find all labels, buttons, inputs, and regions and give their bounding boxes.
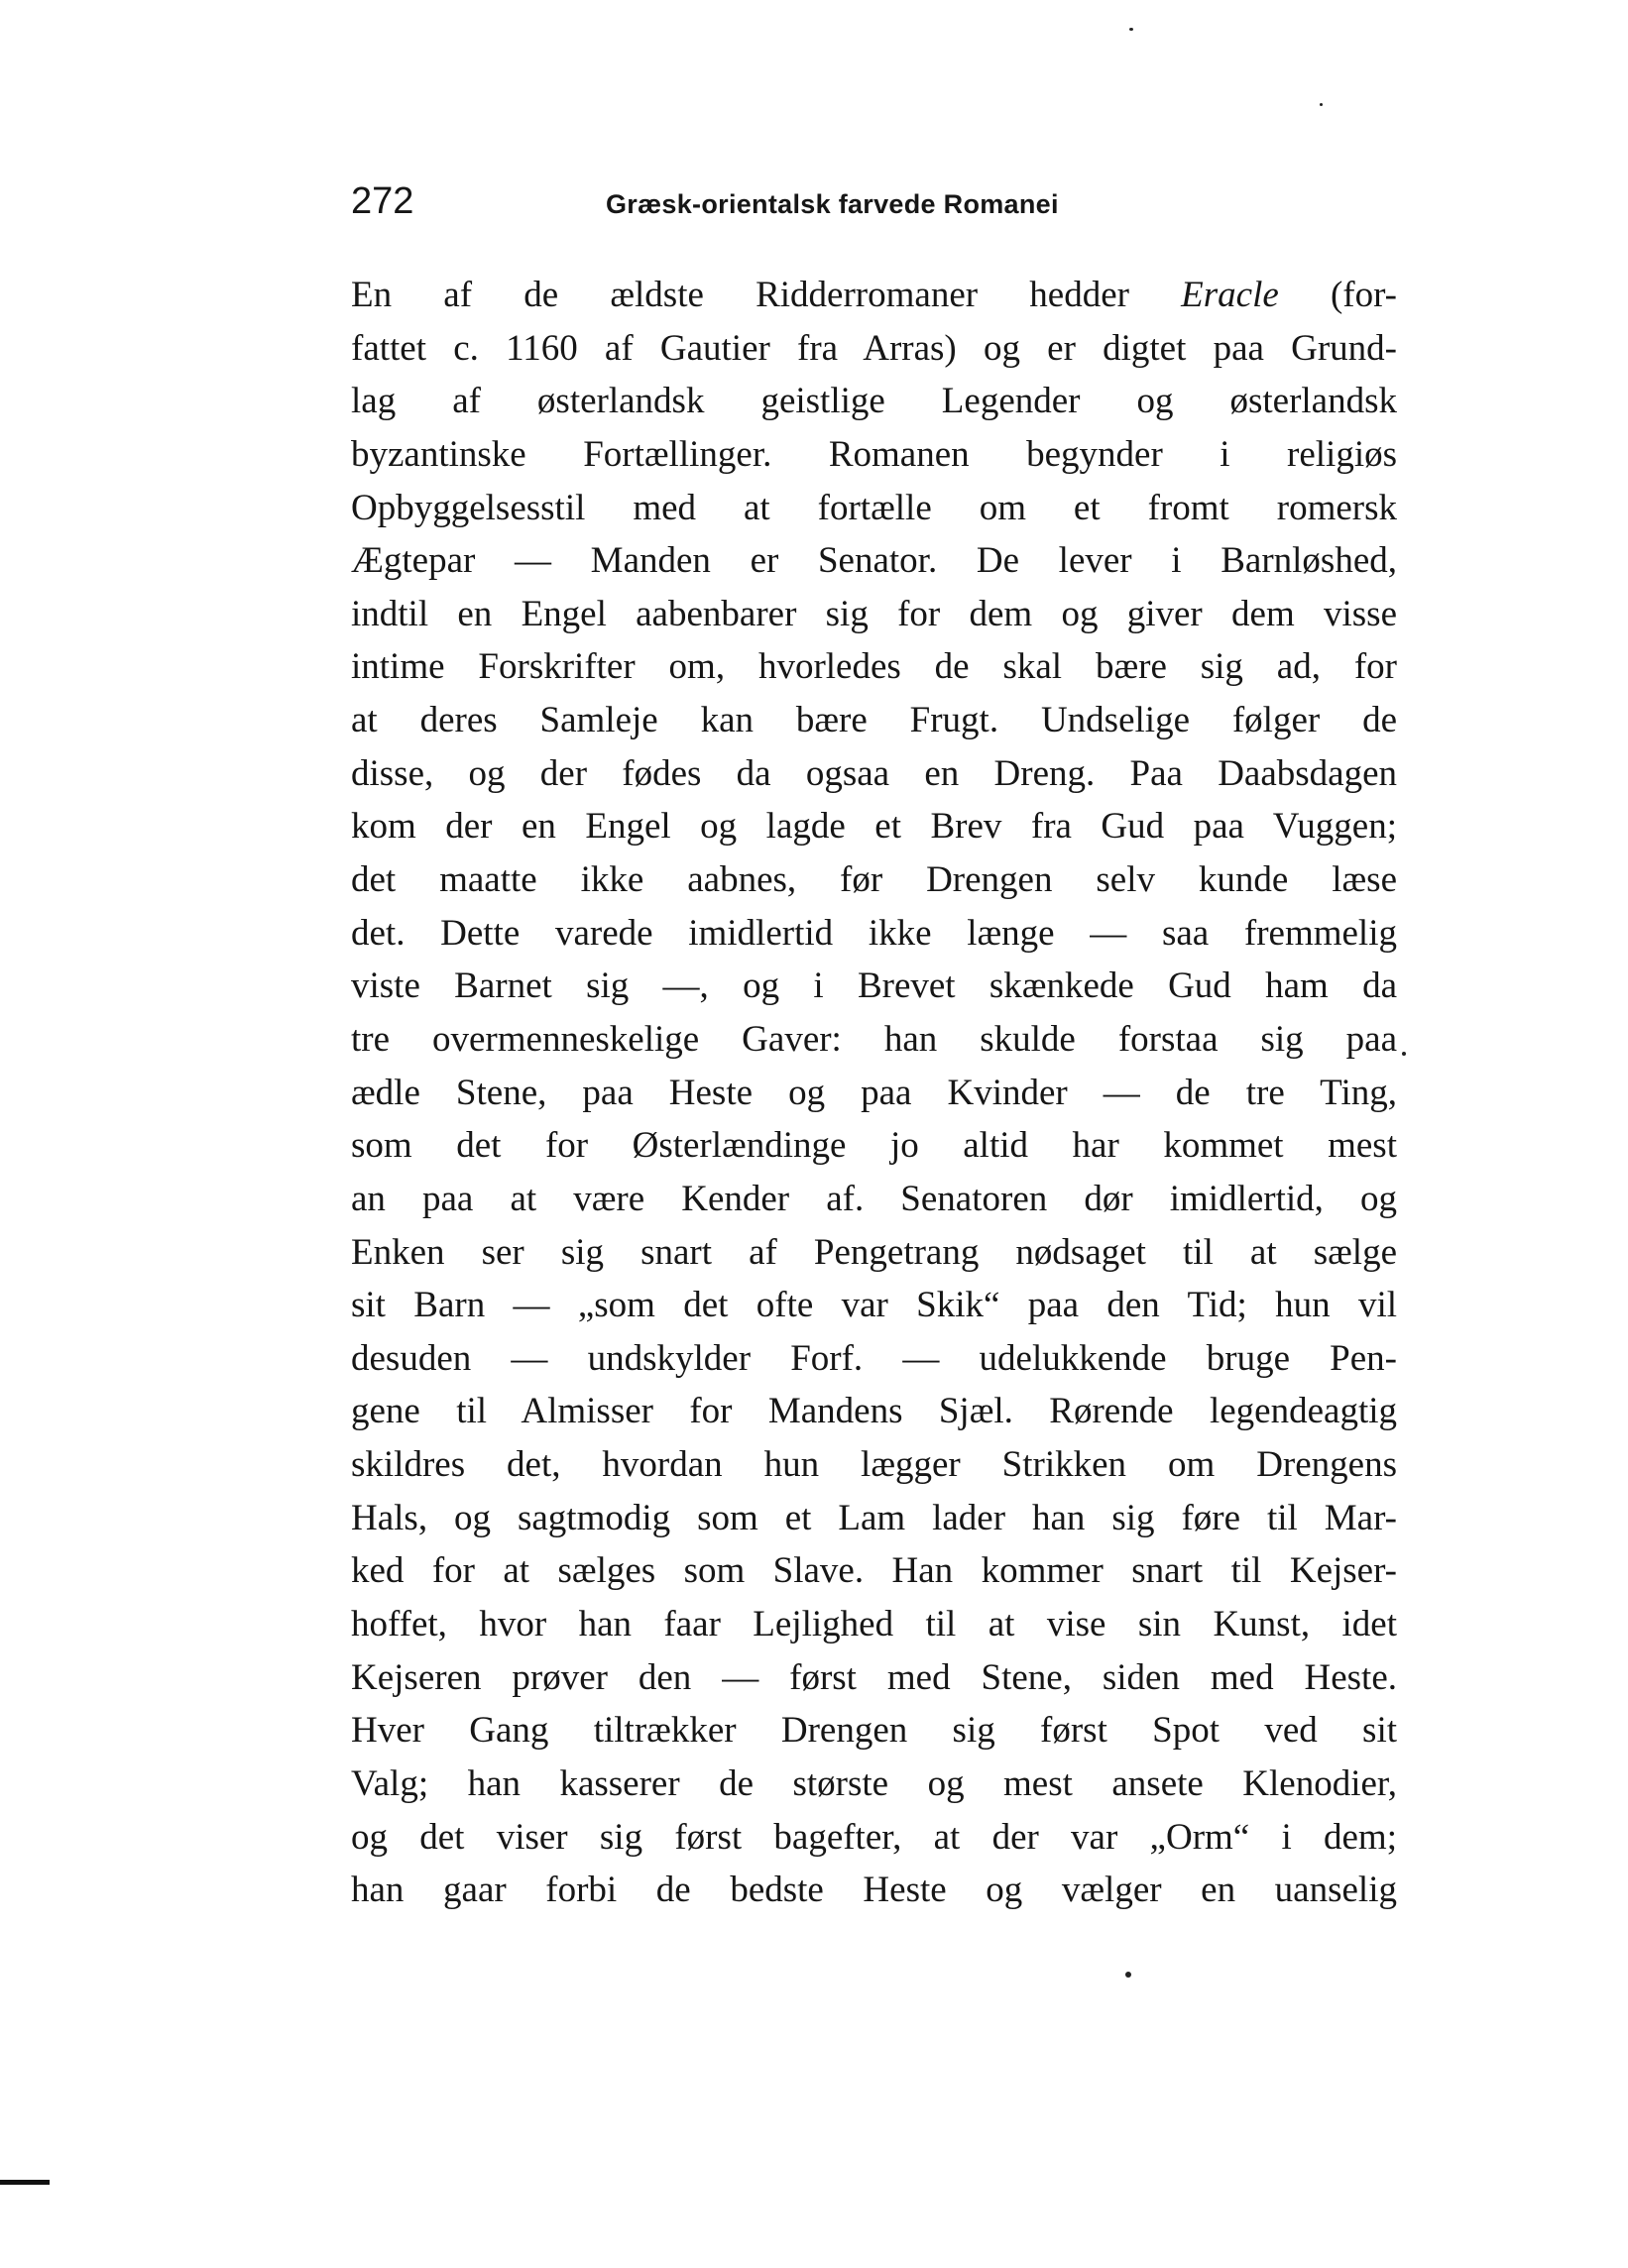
text-line: desuden — undskylder Forf. — udelukkende bruge Pen- bbox=[351, 1337, 1397, 1379]
text-line: an paa at være Kender af. Senatoren dør imidlertid, og bbox=[351, 1178, 1397, 1219]
text-line: det maatte ikke aabnes, før Drengen selv kunde læse bbox=[351, 859, 1397, 901]
text-line: Hver Gang tiltrækker Drengen sig først Spot ved sit bbox=[351, 1710, 1397, 1752]
text-line: skildres det, hvordan hun lægger Strikken om Drengens bbox=[351, 1444, 1397, 1486]
text-line: hoffet, hvor han faar Lejlighed til at vise sin Kunst, idet bbox=[351, 1604, 1397, 1645]
text-line bbox=[351, 269, 1397, 322]
text-line: som det for Østerlændinge jo altid har kommet mest bbox=[351, 1125, 1397, 1167]
text-line: fattet c. 1160 af Gautier fra Arras) og er digtet paa Grund- bbox=[351, 327, 1397, 369]
text-line: det. Dette varede imidlertid ikke længe — saa fremmelig bbox=[351, 912, 1397, 954]
text-line: indtil en Engel aabenbarer sig for dem og giver dem visse bbox=[351, 593, 1397, 634]
text-line: disse, og der fødes da ogsaa en Dreng. Paa Daabsdagen bbox=[351, 752, 1397, 794]
text-line: at deres Samleje kan bære Frugt. Undselige følger de bbox=[351, 700, 1397, 741]
text-line: byzantinske Fortællinger. Romanen begynder i religiøs bbox=[351, 433, 1397, 475]
running-title: Græsk-orientalsk farvede Romanei bbox=[606, 189, 1059, 219]
text-line: Opbyggelsesstil med at fortælle om et fromt romersk bbox=[351, 487, 1397, 528]
scan-speck bbox=[1129, 28, 1133, 31]
text-line: Hals, og sagtmodig som et Lam lader han sig føre til Mar- bbox=[351, 1497, 1397, 1538]
italic-title: Eracle bbox=[1181, 275, 1279, 315]
text-line: Enken ser sig snart af Pengetrang nødsaget til at sælge bbox=[351, 1231, 1397, 1273]
page-header bbox=[351, 176, 1164, 236]
text-line: tre overmenneskelige Gaver: han skulde forstaa sig paa bbox=[351, 1018, 1397, 1060]
text-line: Ægtepar — Manden er Senator. De lever i Barnløshed, bbox=[351, 540, 1397, 582]
text-line: kom der en Engel og lagde et Brev fra Gud paa Vuggen; bbox=[351, 806, 1397, 848]
body-text bbox=[351, 269, 1397, 1917]
scan-speck bbox=[1320, 103, 1323, 106]
text-line: ædle Stene, paa Heste og paa Kvinder — de tre Ting, bbox=[351, 1072, 1397, 1113]
text-line: sit Barn — „som det ofte var Skik“ paa den Tid; hun vil bbox=[351, 1285, 1397, 1326]
text-line: og det viser sig først bagefter, at der var „Orm“ i dem; bbox=[351, 1816, 1397, 1858]
page-number: 272 bbox=[351, 180, 414, 222]
text-line: lag af østerlandsk geistlige Legender og østerlandsk bbox=[351, 381, 1397, 422]
text-line: ked for at sælges som Slave. Han kommer snart til Kejser- bbox=[351, 1550, 1397, 1592]
text-line: gene til Almisser for Mandens Sjæl. Rørende legendeagtig bbox=[351, 1391, 1397, 1432]
text-line: Kejseren prøver den — først med Stene, siden med Heste. bbox=[351, 1656, 1397, 1698]
text-run: En af de ældste Ridderromaner hedder bbox=[351, 275, 1182, 315]
scan-mark bbox=[0, 2180, 50, 2185]
scan-speck bbox=[1402, 1052, 1406, 1056]
text-line: Valg; han kasserer de største og mest ansete Klenodier, bbox=[351, 1762, 1397, 1804]
text-line: han gaar forbi de bedste Heste og vælger en uanselig bbox=[351, 1870, 1397, 1911]
text-line: intime Forskrifter om, hvorledes de skal bære sig ad, for bbox=[351, 646, 1397, 688]
scan-speck bbox=[1125, 1972, 1131, 1978]
text-run: (for- bbox=[1278, 275, 1398, 315]
text-line: viste Barnet sig —, og i Brevet skænkede Gud ham da bbox=[351, 965, 1397, 1007]
